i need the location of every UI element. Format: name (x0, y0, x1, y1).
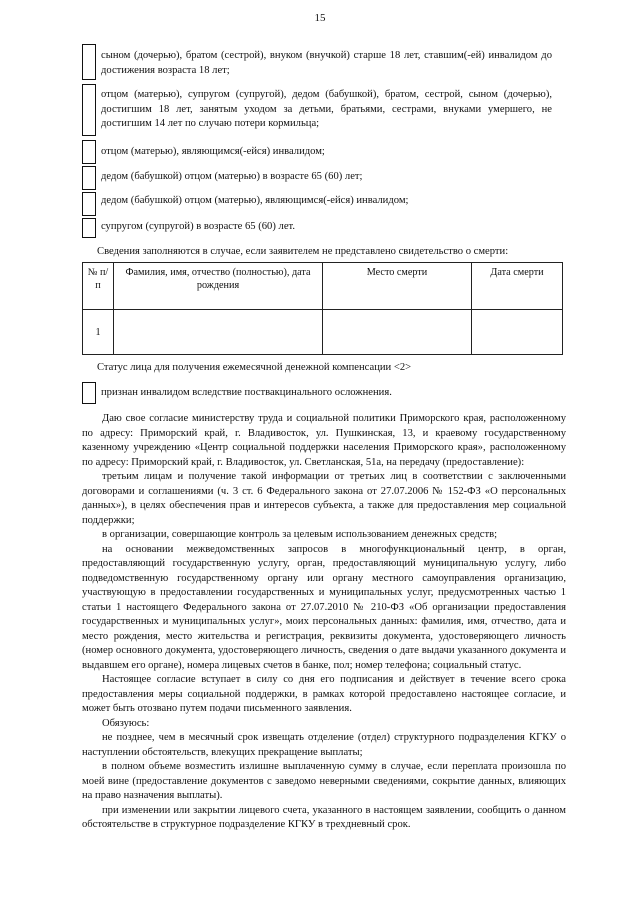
option-row-disabled-parent (82, 140, 552, 164)
header-death-date: Дата смерти (472, 263, 563, 310)
option-text: дедом (бабушкой) отцом (матерью), являющимся(-ейся) инвалидом; (101, 195, 409, 206)
option-text: дедом (бабушкой) отцом (матерью) в возрасте 65 (60) лет; (101, 171, 363, 182)
cell-full-name[interactable] (114, 310, 323, 355)
table-row (83, 310, 563, 355)
option-row-elderly-parent (82, 166, 552, 190)
cell-death-date[interactable] (472, 310, 563, 355)
option-row-disabled-grandparent (82, 192, 552, 216)
status-option-text: признан инвалидом вследствие поствакцинального осложнения. (101, 386, 392, 398)
status-checkbox[interactable] (82, 382, 96, 404)
table-header-row (83, 263, 563, 310)
consent-paragraph: третьим лицам и получение такой информации от третьих лиц в соответствии с заключенными договорами и соглашениями (ч. 3 ст. 6 Федерального закона от 27.07.2006 № 152-ФЗ «О персональных данных»), в целях обеспечения прав и интересов субъекта, а также для предоставления мер социальной поддержки; (82, 471, 566, 526)
option-checkbox[interactable] (82, 44, 96, 80)
option-text: отцом (матерью), супругом (супругой), дедом (бабушкой), братом, сестрой, сыном (дочерью), достигшим 18 лет, занятым уходом за детьми, братьями, сестрами, внуками умершего, не достигшим 14 лет по случаю потери кормильца; (101, 89, 552, 129)
consent-section (82, 412, 566, 833)
option-checkbox[interactable] (82, 84, 96, 136)
option-row-adult-child (82, 44, 552, 80)
option-text: супругом (супругой) в возрасте 65 (60) лет. (101, 221, 295, 232)
option-text: отцом (матерью), являющимся(-ейся) инвалидом; (101, 146, 325, 157)
consent-paragraph: Даю свое согласие министерству труда и социальной политики Приморского края, расположенному по адресу: Приморский край, г. Владивосток, ул. Пушкинская, 13, и краевому государственному казенному учреждению «Центр социальной поддержки населения Приморского края», расположенному по адресу: Приморский край, г. Владивосток, ул. Светланская, 51а, на передачу (предоставление): (82, 413, 566, 468)
option-checkbox[interactable] (82, 140, 96, 164)
option-row-caregiver (82, 84, 552, 136)
death-info-table (82, 262, 563, 355)
consent-paragraph: в организации, совершающие контроль за целевым использованием денежных средств; (102, 529, 498, 540)
header-full-name: Фамилия, имя, отчество (полностью), дата рождения (114, 263, 323, 310)
consent-paragraph: Настоящее согласие вступает в силу со дня его подписания и действует в течение всего срока предоставления меры социальной поддержки, в рамках которой предоставлено настоящее согласие, и может быть отозвано путем подачи письменного заявления. (82, 674, 566, 714)
cell-number: 1 (83, 310, 114, 355)
option-checkbox[interactable] (82, 192, 96, 216)
option-checkbox[interactable] (82, 166, 96, 190)
header-number: № п/п (83, 263, 114, 310)
obligation-paragraph: в полном объеме возместить излишне выплаченную сумму в случае, если переплата произошла по моей вине (предоставление документов с заведомо неверными сведениями, сокрытие данных, влияющих на право назначения выплаты). (82, 761, 566, 801)
page-number: 15 (314, 12, 326, 24)
option-row-elderly-spouse (82, 218, 552, 238)
obligation-paragraph: при изменении или закрытии лицевого счета, указанного в настоящем заявлении, сообщить о данном обстоятельстве в структурное подразделение КГКУ в трехдневный срок. (82, 804, 566, 830)
option-text: сыном (дочерью), братом (сестрой), внуком (внучкой) старше 18 лет, ставшим(-ей) инвалидом до достижения возраста 18 лет; (101, 50, 552, 76)
status-label: Статус лица для получения ежемесячной денежной компенсации <2> (97, 362, 412, 373)
option-checkbox[interactable] (82, 218, 96, 238)
consent-paragraph: на основании межведомственных запросов в многофункциональный центр, в орган, предоставляющий государственную услугу, орган, предоставляющий муниципальную услугу, либо подведомственную государственному органу или органу местного самоуправления организацию, участвующую в предоставлении государственных и муниципальных услуг, предусмотренных частью 1 статьи 1 настоящего Федерального закона от 27.07.2010 № 210-ФЗ «Об организации предоставления государственных и муниципальных услуг», моих персональных данных: фамилия, имя, отчество, дата и место рождения, место жительства и регистрация, реквизиты документа, удостоверяющего личность (номер основного документа, удостоверяющего личность, сведения о дате выдачи указанного документа и выдавшем его органе), номера лицевых счетов в банке, пол; номер телефона; социальный статус. (82, 543, 566, 671)
obligations-heading: Обязуюсь: (102, 717, 150, 729)
obligation-paragraph: не позднее, чем в месячный срок извещать отделение (отдел) структурного подразделения КГКУ о наступлении обстоятельств, влекущих прекращение выплаты; (82, 732, 566, 758)
death-info-note: Сведения заполняются в случае, если заявителем не представлено свидетельство о смерти: (97, 246, 509, 257)
header-death-place: Место смерти (323, 263, 472, 310)
cell-death-place[interactable] (323, 310, 472, 355)
status-option-row (82, 382, 392, 404)
